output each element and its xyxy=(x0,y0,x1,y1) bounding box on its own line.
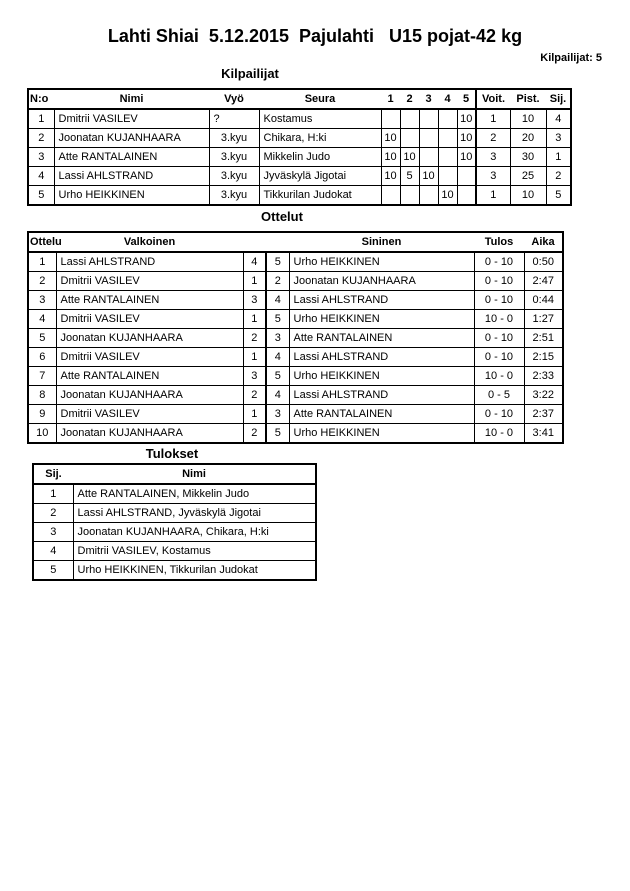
blue-player: Urho HEIKKINEN xyxy=(289,310,474,329)
match-time: 2:51 xyxy=(524,329,563,348)
round-score xyxy=(400,109,419,129)
page-title: Lahti Shiai 5.12.2015 Pajulahti U15 pojat-42 kg xyxy=(107,26,523,46)
blue-player-no: 4 xyxy=(266,348,289,367)
col-header-name: Nimi xyxy=(54,89,209,109)
match-time: 1:27 xyxy=(524,310,563,329)
table-row xyxy=(28,424,563,444)
match-time: 2:37 xyxy=(524,405,563,424)
round-score: 10 xyxy=(381,129,400,148)
round-score xyxy=(457,186,476,206)
round-score xyxy=(419,109,438,129)
white-player: Joonatan KUJANHAARA xyxy=(56,424,243,444)
table-row xyxy=(28,129,571,148)
round-score: 10 xyxy=(381,167,400,186)
round-score xyxy=(381,109,400,129)
white-player: Dmitrii VASILEV xyxy=(56,272,243,291)
blue-player: Lassi AHLSTRAND xyxy=(289,348,474,367)
match-no: 3 xyxy=(28,291,56,310)
white-player-no: 1 xyxy=(243,310,266,329)
round-score xyxy=(419,129,438,148)
table-row xyxy=(28,148,571,167)
table-row xyxy=(33,561,316,581)
competitor-wins: 1 xyxy=(476,109,510,129)
blue-player: Atte RANTALAINEN xyxy=(289,405,474,424)
competitor-belt: ? xyxy=(209,109,259,129)
competitor-name: Dmitrii VASILEV xyxy=(54,109,209,129)
white-player: Atte RANTALAINEN xyxy=(56,291,243,310)
competitor-no: 4 xyxy=(28,167,54,186)
round-score xyxy=(419,148,438,167)
match-no: 7 xyxy=(28,367,56,386)
table-row xyxy=(28,186,571,206)
col-header-club: Seura xyxy=(259,89,381,109)
competitor-place: 5 xyxy=(546,186,571,206)
col-header-white-no xyxy=(243,232,266,252)
round-score xyxy=(438,129,457,148)
blue-player: Lassi AHLSTRAND xyxy=(289,386,474,405)
col-header-no: N:o xyxy=(28,89,54,109)
result-name: Urho HEIKKINEN, Tikkurilan Judokat xyxy=(73,561,316,581)
competitor-club: Chikara, H:ki xyxy=(259,129,381,148)
competitor-place: 2 xyxy=(546,167,571,186)
competitor-name: Lassi AHLSTRAND xyxy=(54,167,209,186)
col-header-wins: Voit. xyxy=(476,89,510,109)
white-player-no: 3 xyxy=(243,291,266,310)
white-player-no: 1 xyxy=(243,405,266,424)
competitor-belt: 3.kyu xyxy=(209,167,259,186)
blue-player-no: 3 xyxy=(266,405,289,424)
match-no: 4 xyxy=(28,310,56,329)
white-player-no: 2 xyxy=(243,424,266,444)
col-header-blue: Sininen xyxy=(289,232,474,252)
competitor-place: 4 xyxy=(546,109,571,129)
match-time: 2:47 xyxy=(524,272,563,291)
table-row xyxy=(28,310,563,329)
result-place: 4 xyxy=(33,542,73,561)
round-score: 10 xyxy=(457,109,476,129)
competitors-table xyxy=(27,88,572,206)
competitor-place: 1 xyxy=(546,148,571,167)
round-score: 10 xyxy=(457,129,476,148)
blue-player: Atte RANTALAINEN xyxy=(289,329,474,348)
results-section-heading: Tulokset xyxy=(145,446,199,461)
matches-table xyxy=(27,231,564,444)
competitor-club: Kostamus xyxy=(259,109,381,129)
table-row xyxy=(28,386,563,405)
table-row xyxy=(33,484,316,504)
col-header-white: Valkoinen xyxy=(56,232,243,252)
round-score: 10 xyxy=(457,148,476,167)
match-time: 2:33 xyxy=(524,367,563,386)
blue-player: Urho HEIKKINEN xyxy=(289,367,474,386)
table-row xyxy=(33,542,316,561)
result-place: 2 xyxy=(33,504,73,523)
competitor-wins: 3 xyxy=(476,148,510,167)
col-header-place: Sij. xyxy=(33,464,73,484)
table-row xyxy=(28,252,563,272)
col-header-round-4: 4 xyxy=(438,89,457,109)
match-time: 0:44 xyxy=(524,291,563,310)
white-player-no: 3 xyxy=(243,367,266,386)
round-score: 10 xyxy=(400,148,419,167)
matches-header-row xyxy=(28,232,563,252)
col-header-round-2: 2 xyxy=(400,89,419,109)
competitor-points: 30 xyxy=(510,148,546,167)
round-score xyxy=(457,167,476,186)
round-score: 10 xyxy=(419,167,438,186)
result-name: Atte RANTALAINEN, Mikkelin Judo xyxy=(73,484,316,504)
competitor-points: 10 xyxy=(510,186,546,206)
table-row xyxy=(28,272,563,291)
col-header-time: Aika xyxy=(524,232,563,252)
table-row xyxy=(28,405,563,424)
blue-player-no: 5 xyxy=(266,367,289,386)
round-score xyxy=(438,167,457,186)
blue-player: Lassi AHLSTRAND xyxy=(289,291,474,310)
result-name: Joonatan KUJANHAARA, Chikara, H:ki xyxy=(73,523,316,542)
match-no: 8 xyxy=(28,386,56,405)
match-time: 2:15 xyxy=(524,348,563,367)
competitor-belt: 3.kyu xyxy=(209,129,259,148)
round-score xyxy=(419,186,438,206)
match-result: 10 - 0 xyxy=(474,367,524,386)
col-header-place: Sij. xyxy=(546,89,571,109)
match-result: 0 - 10 xyxy=(474,348,524,367)
white-player: Dmitrii VASILEV xyxy=(56,310,243,329)
white-player: Joonatan KUJANHAARA xyxy=(56,386,243,405)
competitor-name: Atte RANTALAINEN xyxy=(54,148,209,167)
col-header-result: Tulos xyxy=(474,232,524,252)
competitor-belt: 3.kyu xyxy=(209,186,259,206)
blue-player: Urho HEIKKINEN xyxy=(289,252,474,272)
white-player: Dmitrii VASILEV xyxy=(56,348,243,367)
match-no: 6 xyxy=(28,348,56,367)
competitor-wins: 2 xyxy=(476,129,510,148)
results-table xyxy=(32,463,317,581)
match-time: 3:41 xyxy=(524,424,563,444)
results-header-row xyxy=(33,464,316,484)
competitor-belt: 3.kyu xyxy=(209,148,259,167)
table-row xyxy=(33,504,316,523)
match-time: 0:50 xyxy=(524,252,563,272)
competitor-wins: 1 xyxy=(476,186,510,206)
match-result: 0 - 10 xyxy=(474,405,524,424)
match-result: 0 - 10 xyxy=(474,329,524,348)
result-place: 5 xyxy=(33,561,73,581)
white-player: Atte RANTALAINEN xyxy=(56,367,243,386)
table-row xyxy=(28,329,563,348)
table-row xyxy=(28,167,571,186)
col-header-round-3: 3 xyxy=(419,89,438,109)
matches-section-heading: Ottelut xyxy=(261,209,303,224)
col-header-match-no: Ottelu xyxy=(28,232,56,252)
result-name: Lassi AHLSTRAND, Jyväskylä Jigotai xyxy=(73,504,316,523)
round-score: 10 xyxy=(381,148,400,167)
table-row xyxy=(33,523,316,542)
white-player-no: 2 xyxy=(243,329,266,348)
competitor-no: 1 xyxy=(28,109,54,129)
blue-player-no: 5 xyxy=(266,310,289,329)
match-no: 10 xyxy=(28,424,56,444)
match-result: 0 - 5 xyxy=(474,386,524,405)
col-header-points: Pist. xyxy=(510,89,546,109)
competitors-header-row xyxy=(28,89,571,109)
match-no: 9 xyxy=(28,405,56,424)
competitor-points: 25 xyxy=(510,167,546,186)
match-result: 10 - 0 xyxy=(474,310,524,329)
col-header-round-5: 5 xyxy=(457,89,476,109)
table-row xyxy=(28,291,563,310)
competitor-name: Joonatan KUJANHAARA xyxy=(54,129,209,148)
blue-player-no: 2 xyxy=(266,272,289,291)
blue-player: Urho HEIKKINEN xyxy=(289,424,474,444)
col-header-blue-no xyxy=(266,232,289,252)
round-score xyxy=(400,186,419,206)
match-result: 0 - 10 xyxy=(474,252,524,272)
participants-count: Kilpailijat: 5 xyxy=(540,52,602,64)
competitor-points: 10 xyxy=(510,109,546,129)
competitor-no: 5 xyxy=(28,186,54,206)
competitor-club: Mikkelin Judo xyxy=(259,148,381,167)
competitor-no: 3 xyxy=(28,148,54,167)
round-score xyxy=(381,186,400,206)
blue-player-no: 3 xyxy=(266,329,289,348)
col-header-round-1: 1 xyxy=(381,89,400,109)
competitor-no: 2 xyxy=(28,129,54,148)
match-time: 3:22 xyxy=(524,386,563,405)
blue-player-no: 4 xyxy=(266,386,289,405)
blue-player: Joonatan KUJANHAARA xyxy=(289,272,474,291)
competitor-wins: 3 xyxy=(476,167,510,186)
white-player: Lassi AHLSTRAND xyxy=(56,252,243,272)
result-place: 3 xyxy=(33,523,73,542)
competitors-section-heading: Kilpailijat xyxy=(221,66,279,81)
competitor-points: 20 xyxy=(510,129,546,148)
white-player-no: 1 xyxy=(243,272,266,291)
col-header-belt: Vyö xyxy=(209,89,259,109)
white-player: Joonatan KUJANHAARA xyxy=(56,329,243,348)
white-player-no: 2 xyxy=(243,386,266,405)
competitor-club: Tikkurilan Judokat xyxy=(259,186,381,206)
match-no: 2 xyxy=(28,272,56,291)
round-score xyxy=(438,109,457,129)
competitor-club: Jyväskylä Jigotai xyxy=(259,167,381,186)
match-result: 10 - 0 xyxy=(474,424,524,444)
result-place: 1 xyxy=(33,484,73,504)
white-player-no: 1 xyxy=(243,348,266,367)
round-score xyxy=(400,129,419,148)
blue-player-no: 5 xyxy=(266,252,289,272)
round-score: 10 xyxy=(438,186,457,206)
blue-player-no: 4 xyxy=(266,291,289,310)
col-header-name: Nimi xyxy=(73,464,316,484)
white-player-no: 4 xyxy=(243,252,266,272)
match-result: 0 - 10 xyxy=(474,272,524,291)
match-result: 0 - 10 xyxy=(474,291,524,310)
table-row xyxy=(28,109,571,129)
table-row xyxy=(28,348,563,367)
competitor-name: Urho HEIKKINEN xyxy=(54,186,209,206)
competitor-place: 3 xyxy=(546,129,571,148)
round-score xyxy=(438,148,457,167)
table-row xyxy=(28,367,563,386)
match-no: 1 xyxy=(28,252,56,272)
match-no: 5 xyxy=(28,329,56,348)
blue-player-no: 5 xyxy=(266,424,289,444)
round-score: 5 xyxy=(400,167,419,186)
white-player: Dmitrii VASILEV xyxy=(56,405,243,424)
result-name: Dmitrii VASILEV, Kostamus xyxy=(73,542,316,561)
